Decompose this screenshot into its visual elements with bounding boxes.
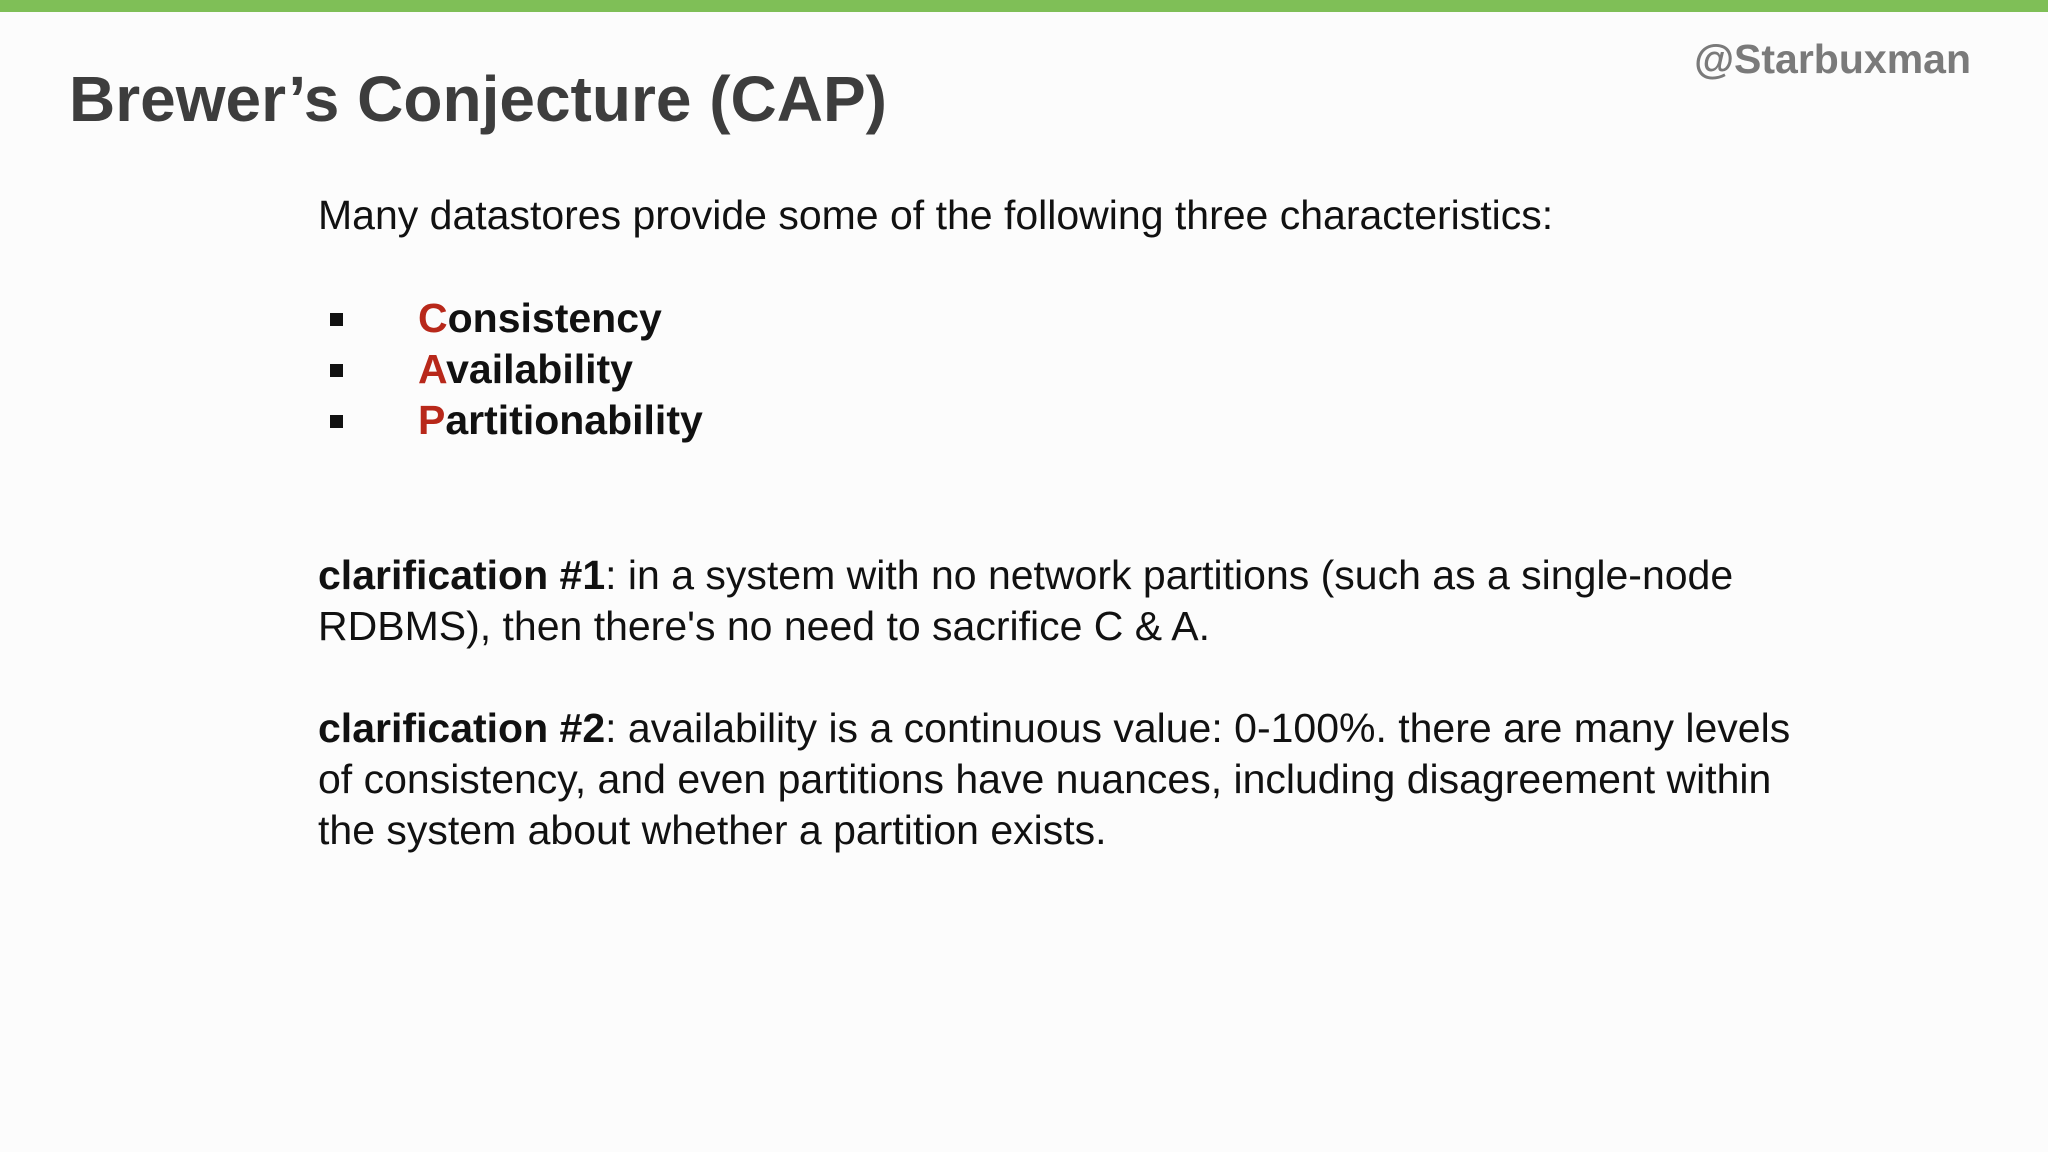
characteristic-initial: A: [418, 346, 447, 392]
square-bullet-icon: [330, 313, 343, 326]
characteristic-initial: P: [418, 397, 446, 443]
intro-text: Many datastores provide some of the following three characteristics:: [318, 192, 1554, 238]
clarification-paragraph: [318, 550, 1798, 652]
accent-top-bar: [0, 0, 2048, 12]
list-item: [318, 395, 1798, 446]
clarification-label: clarification #2: [318, 705, 606, 751]
characteristic-rest: onsistency: [447, 295, 662, 341]
characteristic-initial: C: [418, 295, 448, 341]
clarification-text: : availability is a continuous value: 0-100%. there are many levels of consistency, and even partitions have nuances, including disagreement within the system about whether a partition exists.: [318, 705, 1791, 853]
square-bullet-icon: [330, 364, 343, 377]
square-bullet-icon: [330, 415, 343, 428]
clarification-text: : in a system with no network partitions (such as a single-node RDBMS), then there's no need to sacrifice C & A.: [318, 552, 1734, 649]
characteristic-rest: vailability: [446, 346, 633, 392]
clarification-paragraph: [318, 703, 1798, 856]
clarification-label: clarification #1: [318, 552, 606, 598]
characteristics-list: [318, 293, 1798, 446]
author-handle: @Starbuxman: [1694, 36, 1971, 82]
list-item: [318, 344, 1798, 395]
list-item: [318, 293, 1798, 344]
slide-body: [318, 190, 1798, 856]
slide-title: Brewer’s Conjecture (CAP): [69, 63, 887, 135]
characteristic-rest: artitionability: [445, 397, 703, 443]
